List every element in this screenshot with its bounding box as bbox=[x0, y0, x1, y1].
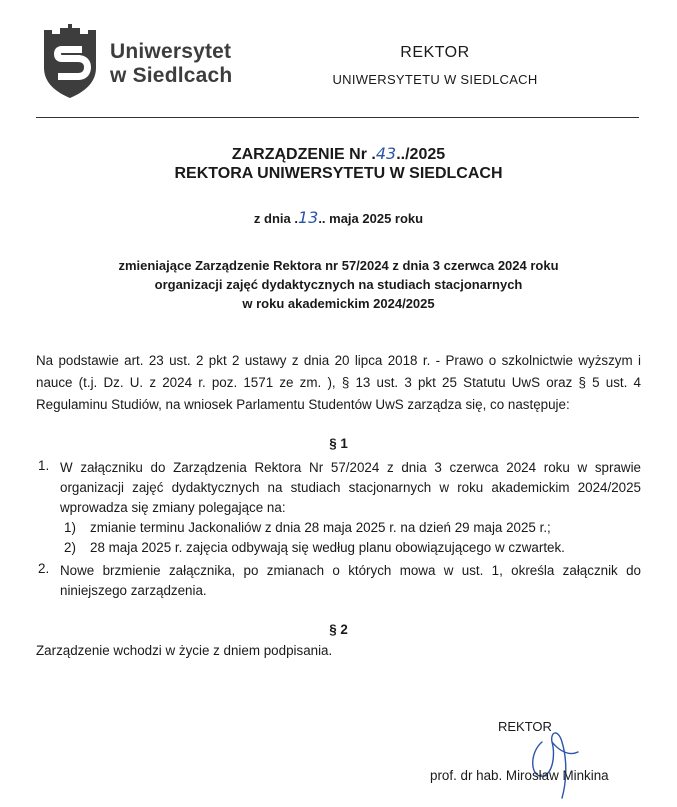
title-prefix: ZARZĄDZENIE Nr . bbox=[231, 146, 376, 163]
section-2-heading: § 2 bbox=[329, 622, 348, 637]
rector-subtitle: UNIWERSYTETU W SIEDLCACH bbox=[332, 72, 538, 87]
header-divider bbox=[36, 117, 639, 118]
legal-basis-paragraph: Na podstawie art. 23 ust. 2 pkt 2 ustawy z dnia 20 lipca 2018 r. - Prawo o szkolnictwie wyższym i nauce (t.j. Dz. U. z 2024 r. poz. 1571 ze zm. ), § 13 ust. 3 pkt 25 Statutu UwS oraz § 5 ust. 4 Regulaminu Studiów, na wniosek Parlamentu Studentów UwS zarządza się, co następuje: bbox=[36, 353, 641, 412]
ordinance-issuer-title: REKTORA UNIWERSYTETU W SIEDLCACH bbox=[174, 165, 503, 182]
ordinance-number-title bbox=[0, 144, 677, 164]
entry-into-force-paragraph: Zarządzenie wchodzi w życie z dniem podpisania. bbox=[36, 643, 333, 658]
university-name-line1: Uniwersytet bbox=[110, 40, 232, 63]
subject-line-3: w roku akademickim 2024/2025 bbox=[242, 296, 435, 311]
section-1-heading: § 1 bbox=[329, 436, 348, 451]
shield-s-logo-icon bbox=[40, 24, 100, 98]
item-2-text: Nowe brzmienie załącznika, po zmianach o których mowa w ust. 1, określa załącznik do niniejszego zarządzenia. bbox=[60, 563, 641, 598]
signatory-name: prof. dr hab. Mirosław Minkina bbox=[430, 768, 609, 783]
subitem-1-text: zmianie terminu Jackonaliów z dnia 28 maja 2025 r. na dzień 29 maja 2025 r.; bbox=[90, 520, 551, 535]
item-1-number: 1. bbox=[38, 458, 50, 473]
handwritten-ordinance-number: 43 bbox=[375, 144, 397, 163]
ordinance-subject bbox=[0, 256, 677, 313]
handwritten-date-day: 13 bbox=[297, 208, 319, 227]
subject-line-2: organizacji zajęć dydaktycznych na studiach stacjonarnych bbox=[154, 277, 523, 292]
item-1-text: W załączniku do Zarządzenia Rektora Nr 57/2024 z dnia 3 czerwca 2024 roku w sprawie organizacji zajęć dydaktycznych na studiach stacjonarnych w roku akademickim 2024/2025 wprowadza się zmiany polegające na: bbox=[60, 460, 641, 515]
rector-title: REKTOR bbox=[400, 44, 470, 61]
rector-header bbox=[300, 44, 570, 87]
subitem-2-number: 2) bbox=[64, 540, 76, 555]
title-suffix: ../2025 bbox=[396, 146, 446, 163]
subitem-1-number: 1) bbox=[64, 520, 76, 535]
subitem-2-text: 28 maja 2025 r. zajęcia odbywają się według planu obowiązującego w czwartek. bbox=[90, 540, 565, 555]
handwritten-signature-icon bbox=[522, 712, 582, 802]
date-suffix: .. maja 2025 roku bbox=[318, 211, 424, 226]
date-prefix: z dnia . bbox=[253, 211, 298, 226]
signature-role: REKTOR bbox=[498, 719, 552, 734]
university-name-line2: w Siedlcach bbox=[110, 63, 233, 87]
subject-line-1: zmieniające Zarządzenie Rektora nr 57/2024 z dnia 3 czerwca 2024 roku bbox=[118, 258, 559, 273]
item-2-number: 2. bbox=[38, 561, 50, 576]
university-name bbox=[110, 40, 232, 87]
ordinance-date bbox=[0, 208, 677, 227]
